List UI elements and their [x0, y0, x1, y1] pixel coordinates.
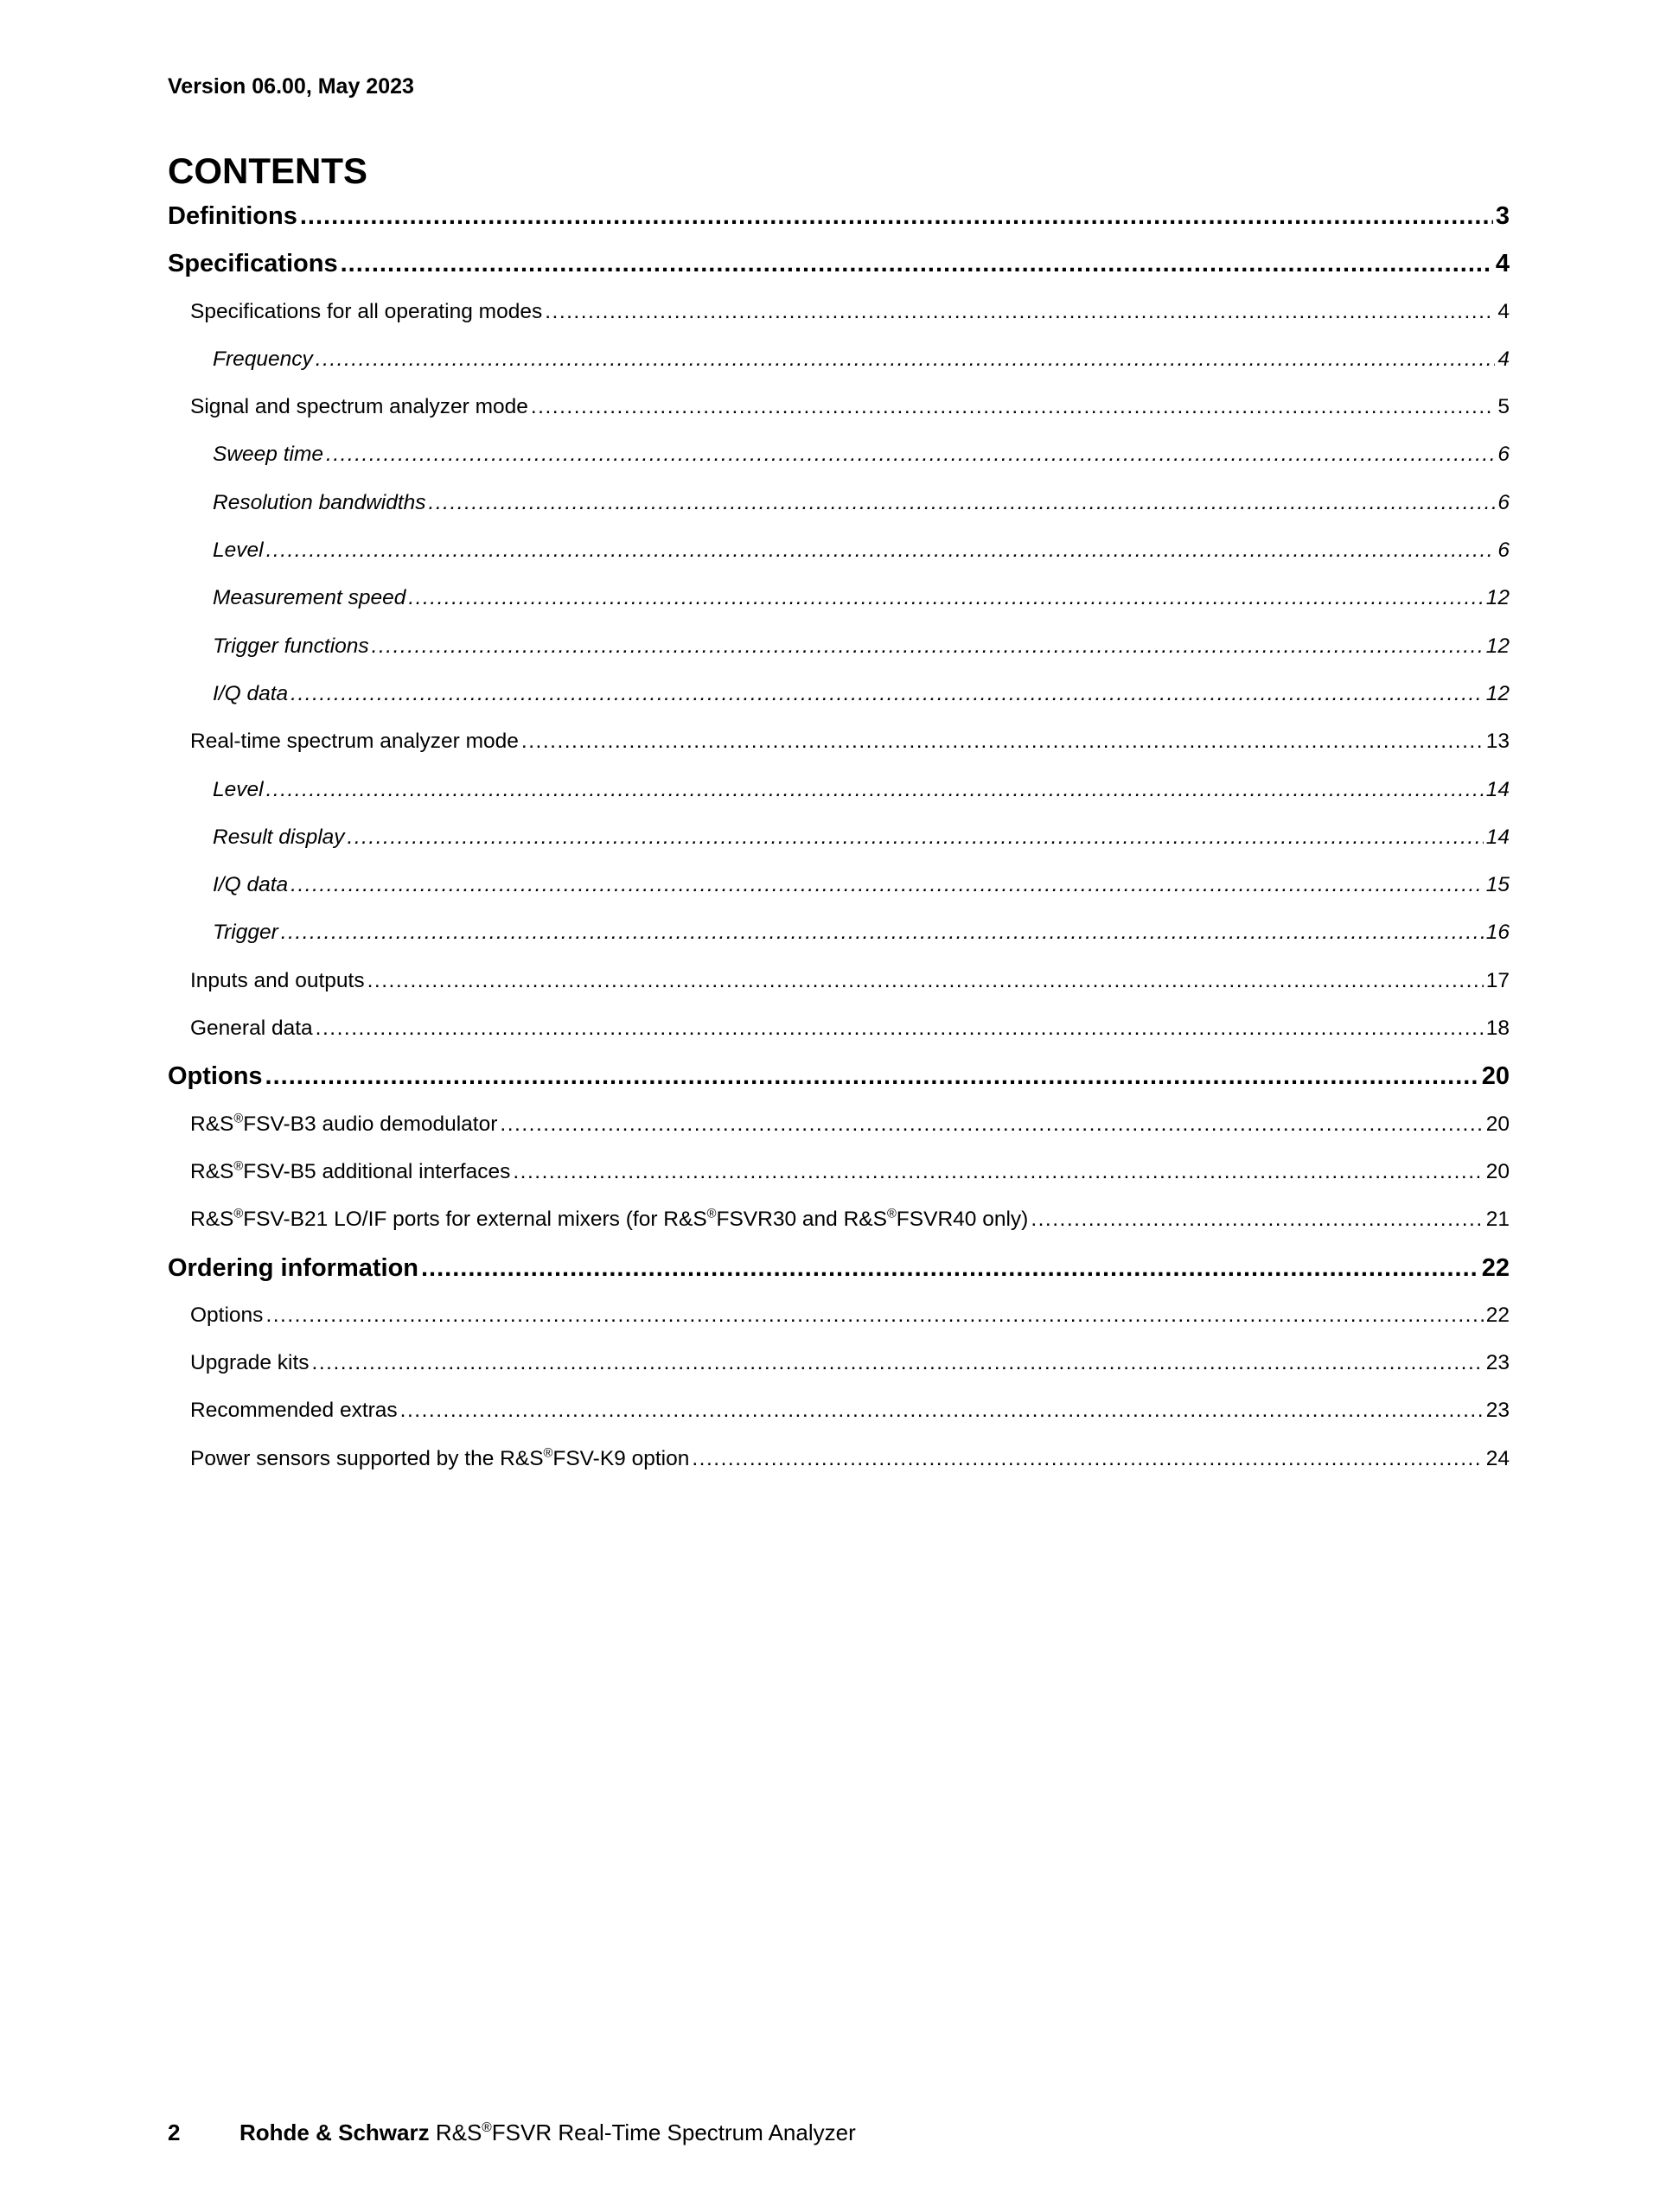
toc-entry-general-data[interactable] — [168, 1006, 1510, 1054]
toc-entry-label: R&S®FSV-B3 audio demodulator — [190, 1112, 498, 1136]
toc-entry-page: 20 — [1485, 1159, 1510, 1183]
toc-entry-page: 4 — [1497, 299, 1510, 323]
toc-entry-page: 14 — [1485, 825, 1510, 849]
toc-entry-page: 16 — [1485, 921, 1510, 945]
table-of-contents — [168, 194, 1510, 1484]
toc-dot-leader — [408, 576, 1483, 621]
toc-entry-ordering-options[interactable] — [168, 1293, 1510, 1341]
toc-entry-label: R&S®FSV-B21 LO/IF ports for external mixers (for R&S®FSVR30 and R&S®FSVR40 only) — [190, 1207, 1029, 1232]
page-footer — [168, 2118, 856, 2147]
footer-product: R&S®FSVR Real-Time Spectrum Analyzer — [435, 2120, 856, 2145]
toc-entry-level[interactable] — [168, 528, 1510, 576]
toc-entry-label: Result display — [213, 825, 345, 849]
toc-entry-page: 13 — [1485, 730, 1510, 754]
footer-page-number: 2 — [168, 2120, 181, 2145]
toc-entry-label: Inputs and outputs — [190, 968, 365, 992]
toc-entry-page: 6 — [1497, 490, 1510, 514]
document-version: Version 06.00, May 2023 — [168, 74, 414, 99]
toc-entry-page: 4 — [1495, 250, 1510, 278]
toc-entry-ordering-information[interactable] — [168, 1246, 1510, 1293]
toc-entry-page: 5 — [1497, 395, 1510, 419]
toc-entry-recommended-extras[interactable] — [168, 1388, 1510, 1436]
toc-dot-leader — [400, 1388, 1484, 1433]
registered-mark: ® — [482, 2120, 492, 2135]
toc-entry-page: 20 — [1481, 1062, 1510, 1091]
toc-dot-leader — [531, 385, 1496, 430]
toc-entry-inputs-outputs[interactable] — [168, 959, 1510, 1006]
toc-dot-leader — [521, 719, 1484, 764]
toc-entry-label: Resolution bandwidths — [213, 490, 426, 514]
toc-entry-label: Real-time spectrum analyzer mode — [190, 730, 519, 754]
toc-dot-leader — [265, 1054, 1479, 1099]
toc-dot-leader — [1031, 1197, 1483, 1242]
registered-mark: ® — [233, 1207, 244, 1221]
toc-entry-label: Ordering information — [168, 1253, 418, 1282]
toc-entry-signal-spectrum-analyzer-mode[interactable] — [168, 385, 1510, 432]
toc-entry-page: 22 — [1481, 1253, 1510, 1282]
toc-dot-leader — [266, 768, 1484, 813]
registered-mark: ® — [886, 1207, 897, 1221]
toc-entry-label: Options — [168, 1062, 263, 1091]
toc-entry-result-display[interactable] — [168, 815, 1510, 863]
toc-dot-leader — [500, 1102, 1483, 1147]
toc-entry-label: Level — [213, 777, 264, 801]
toc-dot-leader — [316, 1006, 1484, 1051]
toc-dot-leader — [290, 863, 1484, 908]
toc-entry-page: 4 — [1497, 347, 1510, 371]
toc-entry-page: 17 — [1485, 968, 1510, 992]
toc-dot-leader — [372, 624, 1484, 669]
toc-dot-leader — [421, 1246, 1479, 1291]
toc-entry-fsv-b3[interactable] — [168, 1102, 1510, 1150]
toc-entry-real-time-spectrum-analyzer-mode[interactable] — [168, 719, 1510, 767]
toc-entry-page: 21 — [1485, 1208, 1510, 1232]
toc-entry-page: 20 — [1485, 1112, 1510, 1136]
footer-brand: Rohde & Schwarz — [239, 2120, 430, 2145]
toc-entry-label: R&S®FSV-B5 additional interfaces — [190, 1159, 511, 1183]
toc-entry-label: Trigger — [213, 921, 278, 945]
toc-entry-label: Power sensors supported by the R&S®FSV-K9 option — [190, 1446, 690, 1470]
toc-dot-leader — [300, 194, 1493, 239]
toc-entry-page: 12 — [1485, 681, 1510, 705]
registered-mark: ® — [543, 1446, 553, 1461]
toc-entry-specifications-all-modes[interactable] — [168, 290, 1510, 337]
toc-entry-label: Options — [190, 1303, 264, 1327]
toc-entry-label: Recommended extras — [190, 1399, 398, 1423]
toc-entry-page: 14 — [1485, 777, 1510, 801]
registered-mark: ® — [706, 1207, 717, 1221]
toc-entry-options[interactable] — [168, 1054, 1510, 1101]
toc-entry-label: Specifications for all operating modes — [190, 299, 543, 323]
toc-entry-fsv-b21[interactable] — [168, 1197, 1510, 1245]
toc-entry-page: 23 — [1485, 1399, 1510, 1423]
toc-entry-iq-data-rt[interactable] — [168, 863, 1510, 910]
toc-dot-leader — [312, 1341, 1484, 1386]
registered-mark: ® — [233, 1112, 244, 1126]
toc-entry-definitions[interactable] — [168, 194, 1510, 241]
toc-entry-page: 12 — [1485, 634, 1510, 658]
toc-entry-power-sensors[interactable] — [168, 1437, 1510, 1484]
toc-entry-page: 6 — [1497, 443, 1510, 467]
toc-entry-fsv-b5[interactable] — [168, 1150, 1510, 1197]
contents-heading: CONTENTS — [168, 150, 367, 191]
toc-dot-leader — [429, 481, 1496, 526]
toc-entry-page: 6 — [1497, 539, 1510, 563]
toc-entry-page: 15 — [1485, 873, 1510, 897]
registered-mark: ® — [233, 1159, 244, 1174]
toc-entry-label: General data — [190, 1017, 313, 1041]
toc-dot-leader — [266, 528, 1496, 573]
toc-entry-page: 12 — [1485, 586, 1510, 610]
toc-entry-page: 24 — [1485, 1446, 1510, 1470]
toc-entry-page: 18 — [1485, 1017, 1510, 1041]
toc-dot-leader — [367, 959, 1484, 1004]
toc-dot-leader — [281, 910, 1484, 955]
toc-entry-resolution-bandwidths[interactable] — [168, 481, 1510, 528]
toc-entry-sweep-time[interactable] — [168, 432, 1510, 480]
toc-entry-label: I/Q data — [213, 873, 289, 897]
toc-dot-leader — [316, 337, 1496, 382]
toc-entry-label: Measurement speed — [213, 586, 406, 610]
toc-dot-leader — [545, 290, 1495, 335]
toc-dot-leader — [290, 672, 1484, 717]
toc-entry-measurement-speed[interactable] — [168, 576, 1510, 623]
toc-entry-label: Definitions — [168, 202, 297, 230]
toc-entry-label: Trigger functions — [213, 634, 369, 658]
toc-entry-page: 3 — [1495, 202, 1510, 230]
toc-entry-specifications[interactable] — [168, 241, 1510, 289]
toc-entry-trigger-functions[interactable] — [168, 624, 1510, 672]
toc-entry-iq-data[interactable] — [168, 672, 1510, 719]
toc-entry-label: Frequency — [213, 347, 313, 371]
toc-entry-page: 22 — [1485, 1303, 1510, 1327]
toc-entry-label: Upgrade kits — [190, 1351, 310, 1375]
toc-entry-label: I/Q data — [213, 681, 289, 705]
toc-dot-leader — [348, 815, 1484, 860]
toc-entry-label: Signal and spectrum analyzer mode — [190, 395, 528, 419]
toc-dot-leader — [692, 1437, 1483, 1482]
toc-entry-trigger[interactable] — [168, 910, 1510, 958]
toc-entry-upgrade-kits[interactable] — [168, 1341, 1510, 1388]
toc-entry-label: Level — [213, 539, 264, 563]
toc-dot-leader — [265, 1293, 1483, 1338]
toc-entry-label: Specifications — [168, 250, 338, 278]
toc-dot-leader — [326, 432, 1495, 477]
toc-dot-leader — [513, 1150, 1483, 1195]
toc-entry-label: Sweep time — [213, 443, 324, 467]
toc-entry-frequency[interactable] — [168, 337, 1510, 385]
toc-dot-leader — [341, 241, 1493, 286]
toc-entry-page: 23 — [1485, 1351, 1510, 1375]
toc-entry-level-rt[interactable] — [168, 768, 1510, 815]
